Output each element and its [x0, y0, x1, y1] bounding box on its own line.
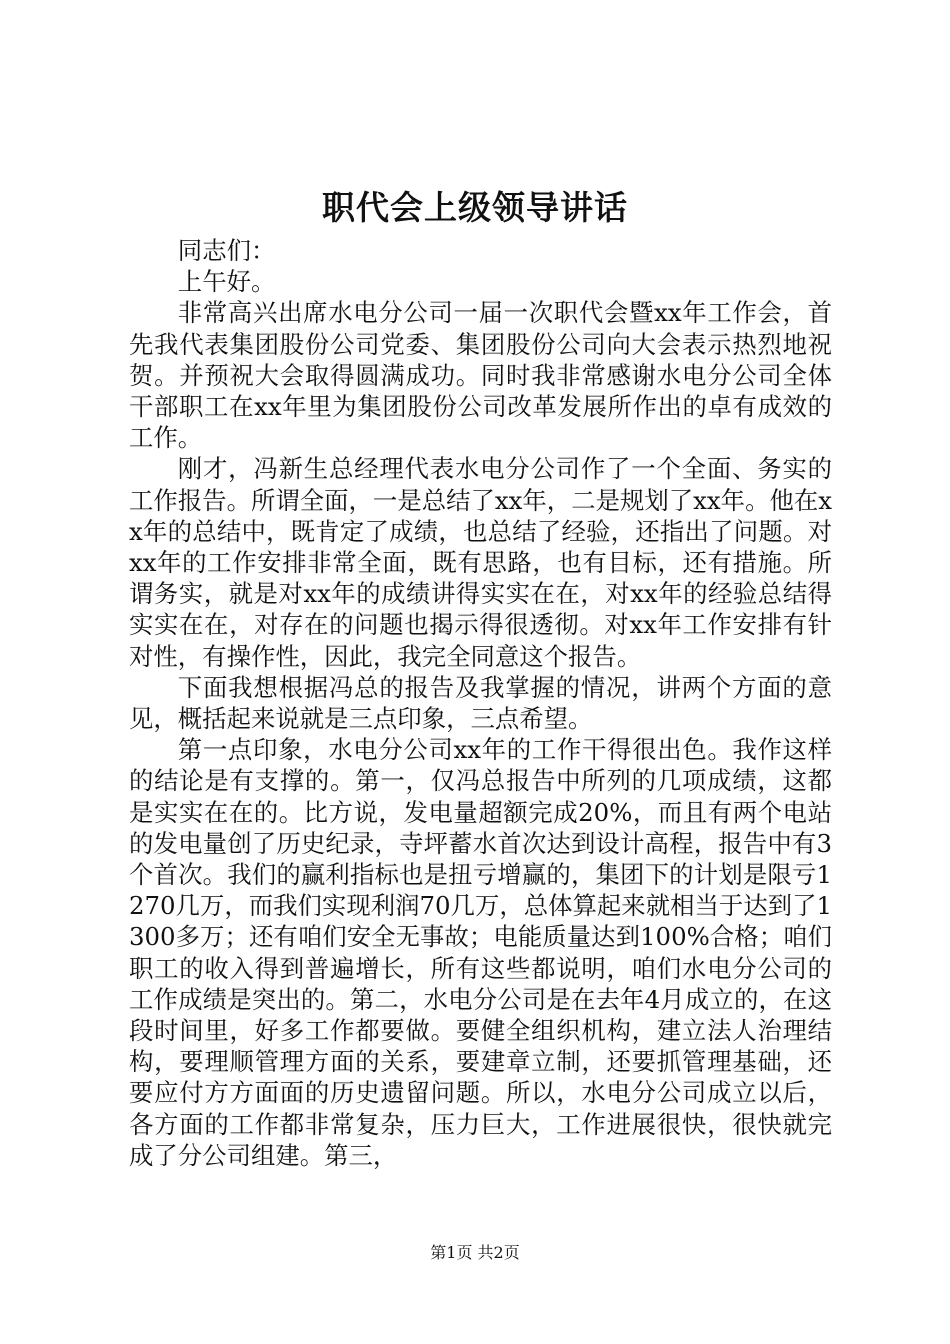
- body-paragraph: 非常高兴出席水电分公司一届一次职代会暨xx年工作会，首先我代表集团股份公司党委、集团股份公司向大会表示热烈地祝贺。并预祝大会取得圆满成功。同时我非常感谢水电分公司全体干部职工在xx年里为集团股份公司改革发展所作出的卓有成效的工作。: [129, 298, 832, 453]
- body-paragraph: 第一点印象，水电分公司xx年的工作干得很出色。我作这样的结论是有支撑的。第一，仅冯总报告中所列的几项成绩，这都是实实在在的。比方说，发电量超额完成20%，而且有两个电站的发电量创了历史纪录，寺坪蓄水首次达到设计高程，报告中有3个首次。我们的赢利指标也是扭亏增赢的，集团下的计划是限亏1270几万，而我们实现利润70几万，总体算起来就相当于达到了1300多万；还有咱们安全无事故；电能质量达到100%合格；咱们职工的收入得到普遍增长，所有这些都说明，咱们水电分公司的工作成绩是突出的。第二，水电分公司是在去年4月成立的，在这段时间里，好多工作都要做。要健全组织机构，建立法人治理结构，要理顺管理方面的关系，要建章立制，还要抓管理基础，还要应付方方面面的历史遗留问题。所以，水电分公司成立以后，各方面的工作都非常复杂，压力巨大，工作进展很快，很快就完成了分公司组建。第三，: [129, 735, 832, 1170]
- body-paragraph: 下面我想根据冯总的报告及我掌握的情况，讲两个方面的意见，概括起来说就是三点印象，三点希望。: [129, 672, 832, 734]
- salutation-paragraph: 同志们：: [177, 236, 276, 265]
- page-number-footer: 第1页 共2页: [430, 1243, 520, 1262]
- document-title: 职代会上级领导讲话: [322, 188, 628, 227]
- body-paragraph: 刚才，冯新生总经理代表水电分公司作了一个全面、务实的工作报告。所谓全面，一是总结了xx年，二是规划了xx年。他在xx年的总结中，既肯定了成绩，也总结了经验，还指出了问题。对xx年的工作安排非常全面，既有思路，也有目标，还有措施。所谓务实，就是对xx年的成绩讲得实实在在，对xx年的经验总结得实实在在，对存在的问题也揭示得很透彻。对xx年工作安排有针对性，有操作性，因此，我完全同意这个报告。: [129, 454, 832, 671]
- greeting-paragraph: 上午好。: [177, 267, 276, 297]
- document-body: [129, 235, 832, 1171]
